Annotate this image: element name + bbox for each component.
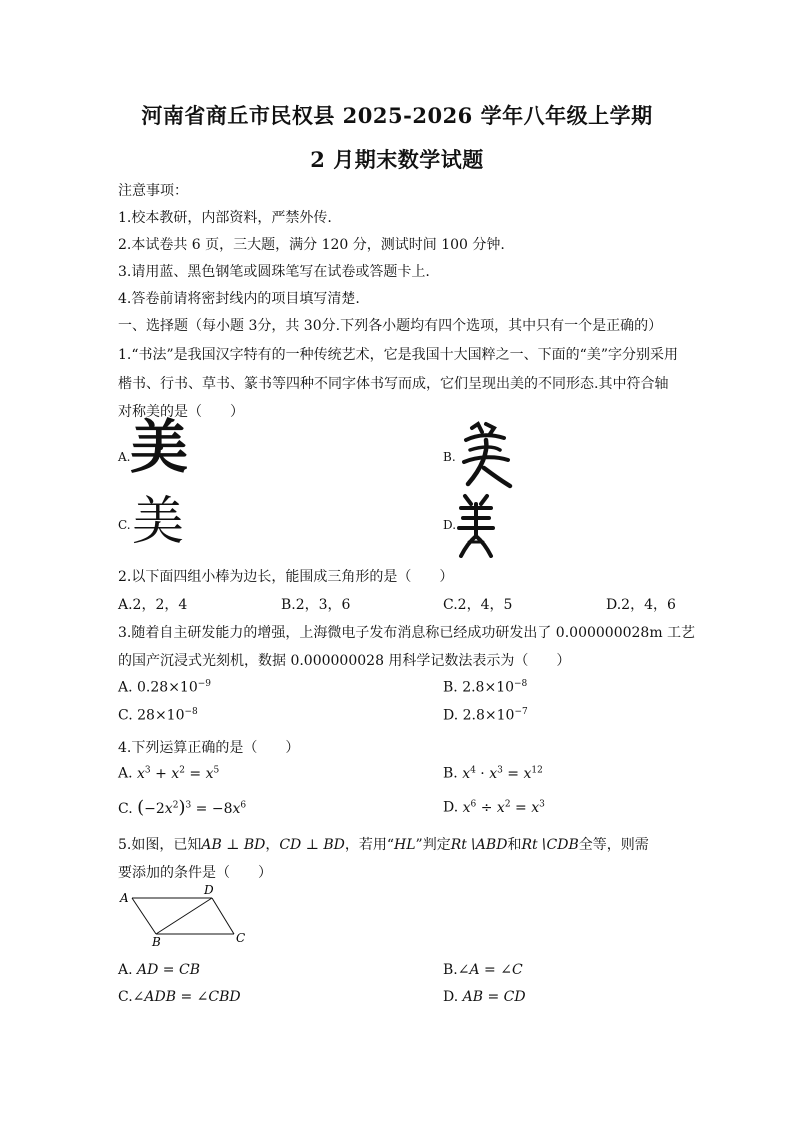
segment-ab (132, 898, 156, 934)
q3-option-c-exp: −8 (184, 707, 198, 717)
q3-option-d (443, 707, 528, 724)
q2-stem: 2.以下面四组小棒为边长，能围成三角形的是（ ） (118, 569, 454, 585)
q3-option-d-label: D. (443, 707, 459, 724)
q3-option-b-exp: −8 (514, 679, 528, 689)
point-c-label: C (236, 931, 246, 945)
q3-option-c (118, 707, 198, 724)
q5-stem-line1 (118, 834, 649, 854)
q1-stem-line1: 1.“书法”是我国汉字特有的一种传统艺术，它是我国十大国粹之一、下面的“美”字分别采用 (118, 347, 678, 363)
q5-ab-perp-bd: AB ⊥ BD (201, 837, 266, 853)
q2-option-b: B.2，3，6 (281, 597, 351, 613)
q4-option-d-expr: $x^6 \div x^2 = x^3$ (462, 799, 545, 816)
q3-option-b (443, 679, 527, 696)
q2-option-d: D.2，4，6 (606, 597, 676, 613)
q1-option-c-caoshu-glyph: 美 (132, 492, 185, 552)
q1-option-b-label: B. (443, 450, 456, 464)
q1-option-d-label: D. (443, 518, 457, 532)
q5-mid: ，若用“ (344, 837, 395, 853)
exam-title-line1: 河南省商丘市民权县 2025-2026 学年八年级上学期 (141, 103, 653, 128)
q4-option-c-label: C. (118, 801, 133, 817)
q5-comma: ， (265, 837, 280, 853)
q3-option-d-base: 2.8×10 (462, 707, 515, 724)
q5-option-b (443, 962, 523, 978)
q4-option-d (443, 799, 545, 816)
q5-option-a-label: A. (118, 962, 133, 978)
q3-option-c-label: C. (118, 707, 133, 724)
q5-prefix: 5.如图，已知 (118, 837, 202, 853)
q4-option-b (443, 765, 543, 782)
q3-option-c-base: 28×10 (137, 707, 185, 724)
q5-option-c-expr: ∠ADB = ∠CBD (132, 989, 241, 1005)
q4-stem: 4.下列运算正确的是（ ） (118, 740, 300, 756)
notice-item-4: 4.答卷前请将密封线内的项目填写清楚. (118, 291, 360, 307)
q3-stem-line1: 3.随着自主研发能力的增强，上海微电子发布消息称已经成功研发出了 0.000000028m 工艺 (118, 625, 696, 641)
exam-title-line2: 2 月期末数学试题 (310, 147, 484, 172)
q2-option-a: A.2，2，4 (118, 597, 188, 613)
q4-option-c-expr: $(-2x^2)^3 = -8x^6$ (137, 797, 247, 818)
q5-tail: 全等，则需 (578, 837, 649, 853)
notice-item-3: 3.请用蓝、黑色钢笔或圆珠笔写在试卷或答题卡上. (118, 264, 430, 280)
q1-option-c-label: C. (118, 518, 131, 532)
q4-option-a-expr: $x^3 + x^2 = x^5$ (137, 765, 220, 782)
q3-option-a-base: 0.28×10 (137, 679, 198, 696)
point-d-label: D (204, 883, 214, 897)
q5-mid2: ”判定 (415, 837, 451, 853)
q1-option-d-zhuanshu-glyph (455, 492, 497, 558)
notice-heading: 注意事项： (118, 183, 188, 199)
q1-option-a-kaishu-glyph: 美 (130, 413, 189, 481)
q5-cd-perp-bd: CD ⊥ BD (279, 837, 345, 853)
q3-option-a-exp: −9 (197, 679, 212, 689)
q2-option-c: C.2，4，5 (443, 597, 513, 613)
q3-option-a-label: A. (118, 679, 133, 696)
segment-dc (212, 898, 234, 934)
q5-option-d-expr: AB = CD (462, 989, 526, 1005)
q5-option-d-label: D. (443, 989, 459, 1005)
q4-option-c (118, 797, 246, 818)
q4-option-d-label: D. (443, 799, 459, 816)
section-heading: 一、选择题（每小题 3分，共 30分.下列各小题均有四个选项，其中只有一个是正确的） (118, 318, 663, 334)
q3-option-b-label: B. (443, 679, 458, 696)
segment-bd (156, 898, 212, 934)
q4-option-b-label: B. (443, 765, 458, 782)
q5-option-d (443, 989, 526, 1005)
q3-stem-line2: 的国产沉浸式光刻机，数据 0.000000028 用科学记数法表示为（ ） (118, 653, 571, 669)
point-a-label: A (120, 891, 129, 905)
q1-option-b-xingshu-glyph (456, 420, 514, 490)
q5-option-a (118, 962, 200, 978)
notice-item-1: 1.校本教研，内部资料，严禁外传. (118, 210, 332, 226)
notice-item-2: 2.本试卷共 6 页，三大题，满分 120 分，测试时间 100 分钟. (118, 237, 505, 253)
q5-option-c (118, 989, 241, 1005)
q3-option-d-exp: −7 (514, 707, 528, 717)
q4-option-a (118, 765, 219, 782)
q4-option-b-expr: $x^4 \cdot x^3 = x^{12}$ (462, 765, 543, 782)
q5-option-b-expr: ∠A = ∠C (457, 962, 523, 978)
q5-triangle-abd: Rt∖ABD (450, 837, 508, 853)
point-b-label: B (152, 935, 161, 948)
q3-option-b-base: 2.8×10 (462, 679, 515, 696)
q5-hl: HL (394, 837, 416, 853)
q1-stem-line3: 对称美的是（ ） (118, 404, 244, 420)
q5-and: 和 (507, 837, 522, 853)
q4-option-a-label: A. (118, 765, 133, 782)
q5-option-b-label: B. (443, 962, 458, 978)
q5-stem-line2: 要添加的条件是（ ） (118, 865, 272, 881)
q1-option-a-label: A. (118, 450, 131, 464)
q1-stem-line2: 楷书、行书、草书、篆书等四种不同字体书写而成，它们呈现出美的不同形态.其中符合轴 (118, 376, 669, 392)
q3-option-a (118, 679, 211, 696)
q5-parallelogram-figure (116, 882, 256, 948)
q5-option-a-expr: AD = CB (137, 962, 200, 978)
q5-triangle-cdb: Rt∖CDB (521, 837, 579, 853)
q5-option-c-label: C. (118, 989, 133, 1005)
